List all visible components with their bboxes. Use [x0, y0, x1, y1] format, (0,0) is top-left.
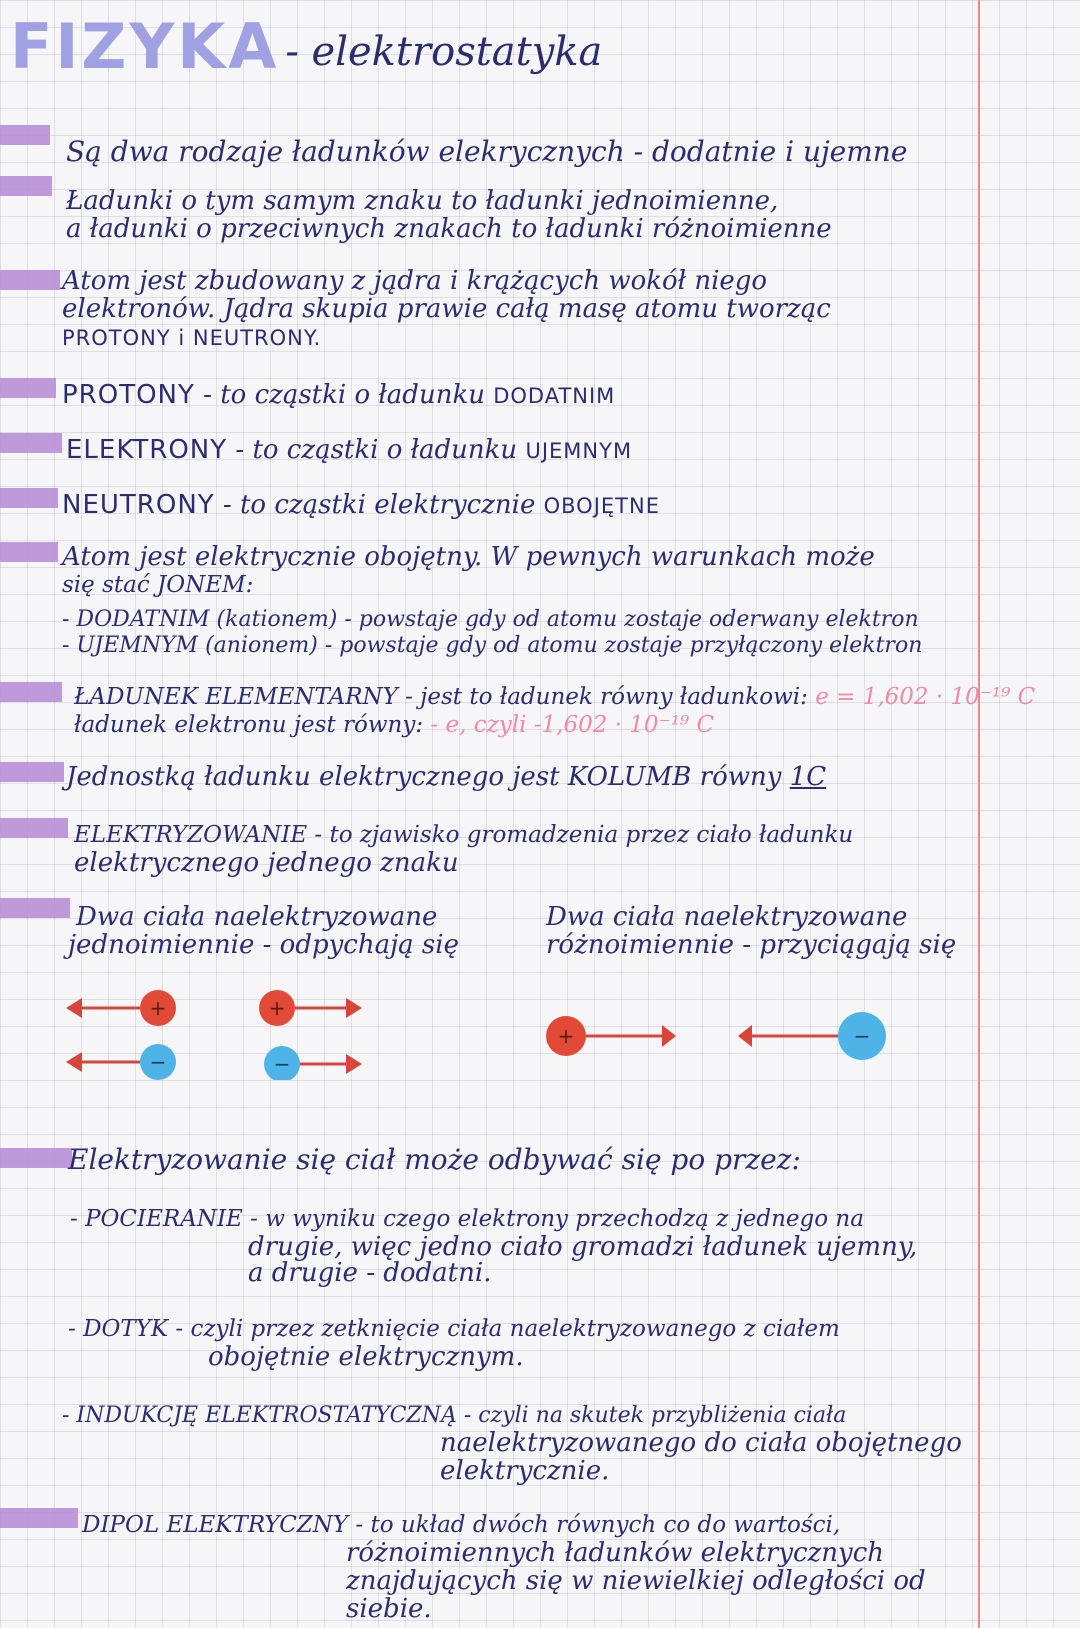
term-protony: PROTONY: [62, 380, 195, 410]
note-induction: naelektryzowanego do ciała obojętnego: [440, 1428, 962, 1458]
note-ion-cation: - DODATNIM (kationem) - powstaje gdy od atomu zostaje oderwany elektron: [62, 607, 919, 632]
highlight-mark: [0, 270, 60, 290]
note-elementary-charge: [74, 684, 1035, 711]
highlight-mark: [0, 542, 58, 562]
note-unlike-attract: Dwa ciała naelektryzowane: [546, 902, 908, 932]
definition-keyword: OBOJĘTNE: [543, 494, 660, 518]
note-atom-line: elektronów. Jądra skupia prawie całą masę atomu tworząc: [62, 294, 831, 324]
definition-text: - to cząstki elektrycznie: [222, 490, 536, 520]
note-unit: [66, 764, 826, 791]
definition-text: - to cząstki o ładunku: [203, 380, 485, 410]
minus-sign: −: [149, 1050, 167, 1074]
unit-value: 1C: [789, 762, 827, 792]
note-atom-line: PROTONY i NEUTRONY.: [62, 326, 322, 350]
minus-sign: −: [853, 1024, 871, 1048]
title-main: FIZYKA: [10, 10, 280, 83]
note-ion: się stać JONEM:: [62, 572, 254, 598]
repel-left-group: [66, 990, 176, 1080]
highlight-mark: [0, 378, 56, 398]
note-like-repel: Dwa ciała naelektryzowane: [76, 902, 438, 932]
highlight-mark: [0, 682, 62, 702]
highlight-mark: [0, 488, 58, 508]
plus-sign: +: [268, 996, 286, 1020]
note-induction: elektrycznie.: [440, 1456, 610, 1486]
note-rubbing: a drugie - dodatni.: [248, 1258, 492, 1288]
arrow-head-left: [738, 1025, 752, 1047]
note-dipole: DIPOL ELEKTRYCZNY - to układ dwóch równych co do wartości,: [82, 1512, 841, 1538]
repel-right-group: [259, 990, 362, 1080]
electron-charge-value: - e, czyli -1,602 · 10⁻¹⁹ C: [430, 712, 715, 738]
note-like-charges: Ładunki o tym samym znaku to ładunki jednoimienne,: [66, 186, 779, 216]
note-contact: - DOTYK - czyli przez zetknięcie ciała naelektryzowanego z ciałem: [68, 1316, 840, 1342]
note-like-repel: jednoimiennie - odpychają się: [68, 930, 459, 960]
definition-keyword: UJEMNYM: [525, 439, 633, 463]
note-electrification: elektrycznego jednego znaku: [74, 848, 459, 878]
note-methods-title: Elektryzowanie się ciał może odbywać się po przez:: [68, 1143, 801, 1176]
highlight-mark: [0, 125, 50, 145]
arrow-head-right: [346, 1054, 362, 1074]
electron-charge-text: ładunek elektronu jest równy:: [74, 712, 424, 738]
unit-text: Jednostką ładunku elektrycznego jest KOLUMB równy: [66, 762, 782, 792]
definition-elektrony: [66, 437, 632, 465]
plus-sign: +: [557, 1024, 575, 1048]
definition-text: - to cząstki o ładunku: [235, 435, 518, 465]
highlight-mark: [0, 176, 52, 196]
note-ion: Atom jest elektrycznie obojętny. W pewnych warunkach może: [62, 542, 875, 572]
note-dipole: różnoimiennych ładunków elektrycznych: [346, 1538, 885, 1568]
definition-protony: [62, 382, 615, 410]
highlight-mark: [0, 433, 62, 453]
note-rubbing: drugie, więc jedno ciało gromadzi ładunek ujemny,: [248, 1232, 918, 1262]
note-electrification: ELEKTRYZOWANIE - to zjawisko gromadzenia przez ciało ładunku: [74, 822, 854, 848]
highlight-mark: [0, 1508, 78, 1528]
elementary-charge-text: ŁADUNEK ELEMENTARNY - jest to ładunek równy ładunkowi:: [74, 684, 808, 710]
arrow-head-right: [346, 998, 362, 1018]
note-unlike-charges: a ładunki o przeciwnych znakach to ładunki różnoimienne: [66, 214, 832, 244]
margin-line: [978, 0, 980, 1628]
note-dipole: znajdujących się w niewielkiej odległości od: [346, 1566, 926, 1596]
minus-sign: −: [273, 1052, 291, 1076]
title-sub: - elektrostatyka: [285, 29, 603, 75]
highlight-mark: [0, 1148, 72, 1168]
note-electron-charge: [74, 712, 714, 739]
arrow-head-left: [66, 998, 82, 1018]
attract-group: [546, 1012, 886, 1060]
note-induction: - INDUKCJĘ ELEKTROSTATYCZNĄ - czyli na skutek przybliżenia ciała: [62, 1403, 847, 1428]
highlight-mark: [0, 762, 64, 782]
note-dipole: siebie.: [346, 1594, 432, 1624]
note-charge-types: Są dwa rodzaje ładunków elekrycznych - dodatnie i ujemne: [66, 135, 908, 168]
page-title: [10, 10, 602, 83]
highlight-mark: [0, 818, 68, 838]
note-atom-line: Atom jest zbudowany z jądra i krążących wokół niego: [62, 266, 768, 296]
arrow-head-left: [66, 1052, 82, 1072]
note-contact: obojętnie elektrycznym.: [208, 1342, 524, 1372]
definition-neutrony: [62, 492, 660, 520]
note-unlike-attract: różnoimiennie - przyciągają się: [546, 930, 957, 960]
note-rubbing: - POCIERANIE - w wyniku czego elektrony przechodzą z jednego na: [70, 1206, 864, 1232]
highlight-mark: [0, 898, 70, 918]
arrow-head-right: [662, 1025, 676, 1047]
plus-sign: +: [149, 996, 167, 1020]
elementary-charge-value: e = 1,602 · 10⁻¹⁹ C: [815, 684, 1036, 710]
charges-diagram: [0, 940, 980, 1080]
term-neutrony: NEUTRONY: [62, 490, 215, 520]
term-elektrony: ELEKTRONY: [66, 435, 228, 465]
definition-keyword: DODATNIM: [493, 384, 616, 408]
note-ion-anion: - UJEMNYM (anionem) - powstaje gdy od atomu zostaje przyłączony elektron: [62, 633, 923, 658]
